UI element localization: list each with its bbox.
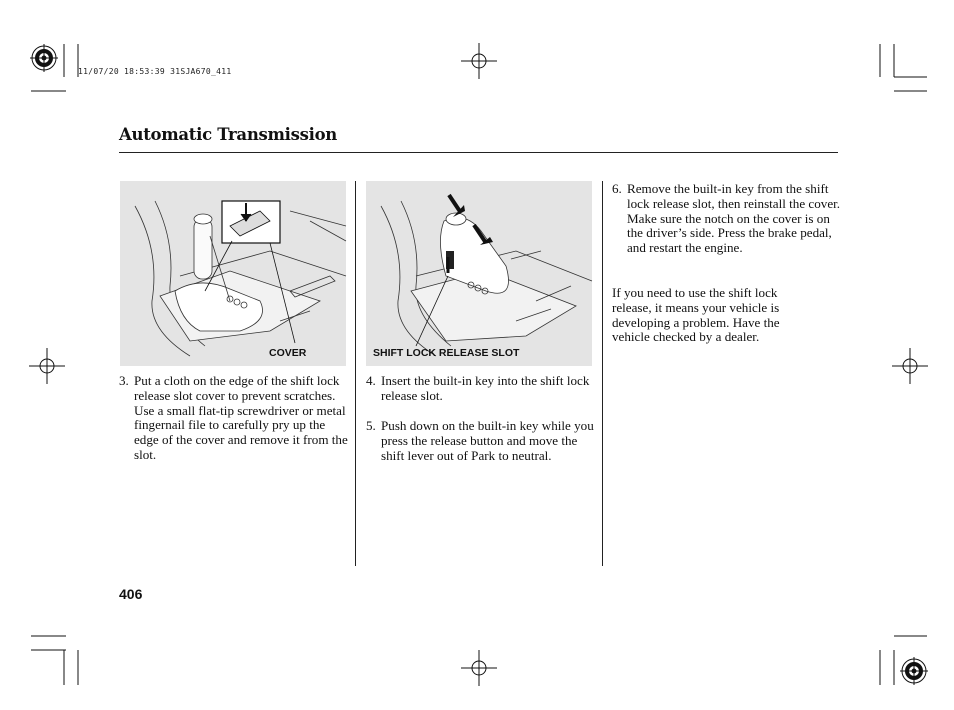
step-3	[119, 374, 348, 463]
step-5	[366, 419, 596, 463]
step-number: 5.	[366, 418, 376, 433]
title-rule	[119, 152, 838, 153]
step-text: Put a cloth on the edge of the shift lock release slot cover to prevent scratches. Use a small flat-tip screwdriver or metal fingernail file to carefully pry up the edge of the cover and remove it from the slot.	[134, 373, 348, 462]
step-4	[366, 374, 598, 404]
step-text: Remove the built-in key from the shift lock release slot, then reinstall the cover. Make sure the notch on the cover is on the driver’s side. Press the brake pedal, and restart the engine.	[627, 181, 841, 256]
warning-note: If you need to use the shift lock release, it means your vehicle is developing a problem. Have the vehicle checked by a dealer.	[612, 285, 780, 345]
print-timestamp: 11/07/20 18:53:39 31SJA670_411	[78, 67, 232, 76]
step-number: 4.	[366, 373, 376, 388]
step-6	[612, 182, 848, 256]
shift-console-illustration	[120, 181, 346, 366]
step-number: 6.	[612, 181, 622, 196]
column-divider	[602, 181, 603, 566]
figure-shift-lock-release	[366, 181, 592, 366]
figure-caption-cover: COVER	[269, 347, 307, 359]
section-title: Automatic Transmission	[119, 125, 337, 144]
step-text: Push down on the built-in key while you press the release button and move the shift lever out of Park to neutral.	[381, 418, 594, 463]
figure-cover-removal	[120, 181, 346, 366]
registration-dial-icon	[900, 657, 928, 685]
figure-caption-slot: SHIFT LOCK RELEASE SLOT	[373, 347, 520, 359]
shift-release-illustration	[366, 181, 592, 366]
page-number: 406	[119, 586, 143, 602]
step-text: Insert the built-in key into the shift lock release slot.	[381, 373, 590, 403]
registration-dial-icon	[30, 44, 58, 72]
column-divider	[355, 181, 356, 566]
step-number: 3.	[119, 373, 129, 388]
